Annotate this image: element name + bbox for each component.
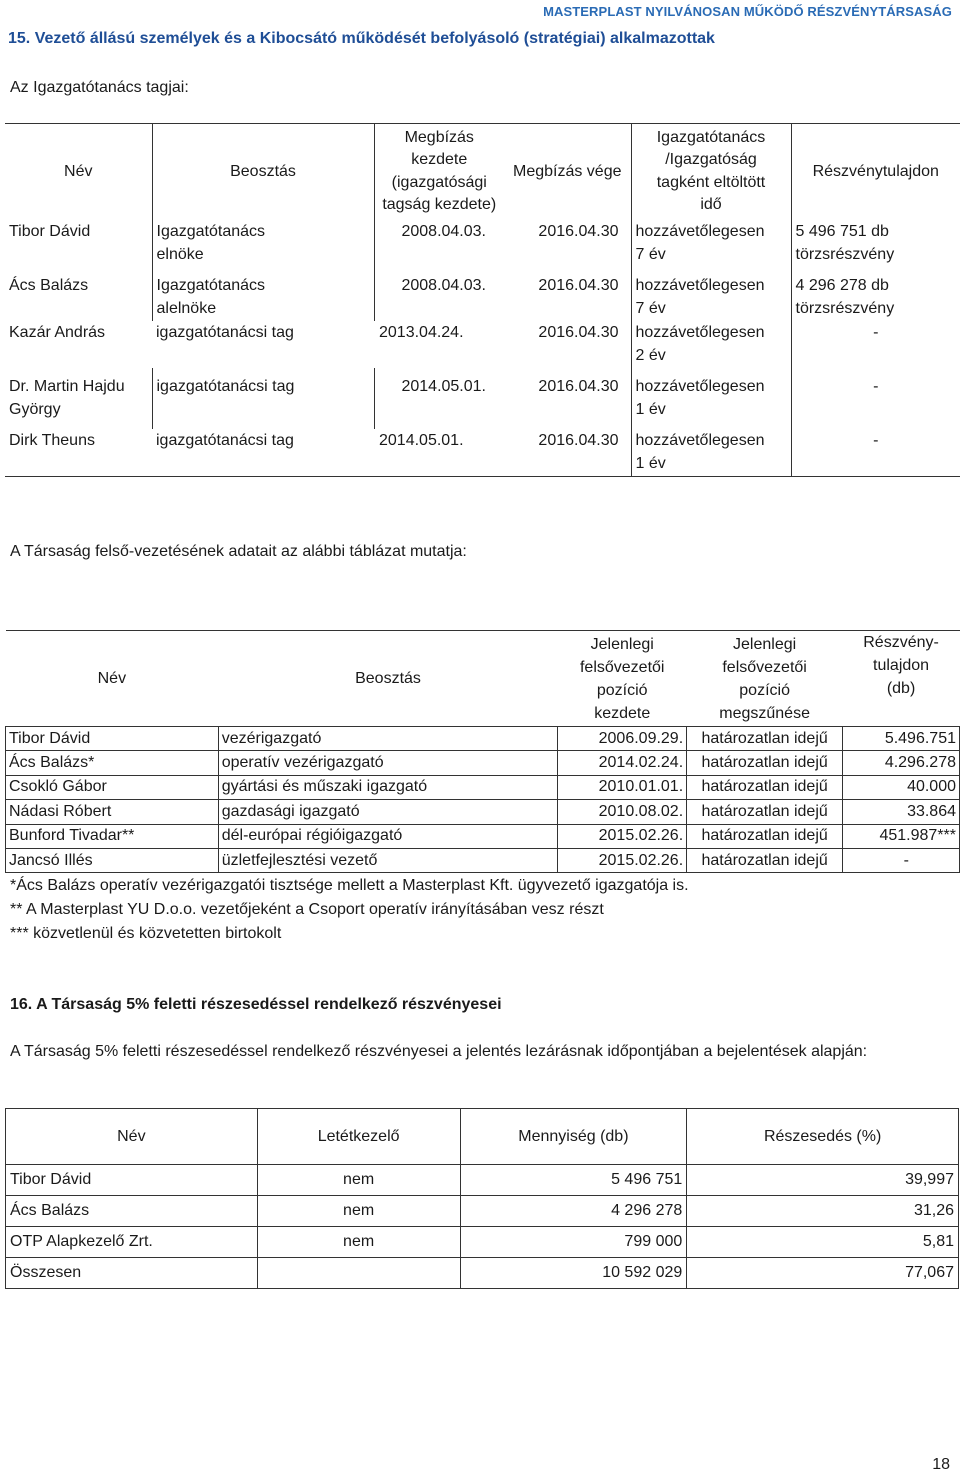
table-row: Tibor Dávid nem 5 496 751 39,997 [6,1165,959,1196]
column-header-share: Részesedés (%) [687,1109,959,1165]
column-header-shares: Részvénytulajdon [791,124,960,220]
footnote: *Ács Balázs operatív vezérigazgatói tisztsége mellett a Masterplast Kft. ügyvezető igazgatója is. [10,877,689,894]
table-row: Tibor Dávid Igazgatótanács elnöke 2008.04.03. 2016.04.30 hozzávetőlegesen 7 év 5 496 751 db törzsrészvény [5,220,960,267]
table-row: Ács Balázs Igazgatótanács alelnöke 2008.04.03. 2016.04.30 hozzávetőlegesen 7 év 4 296 278 db törzsrészvény [5,274,960,321]
document-header: MASTERPLAST NYILVÁNOSAN MŰKÖDŐ RÉSZVÉNYTÁRSASÁG [543,4,952,19]
section-16-title: 16. A Társaság 5% feletti részesedéssel rendelkező részvényesei [10,996,502,1013]
table-row: Dirk Theuns igazgatótanácsi tag 2014.05.01. 2016.04.30 hozzávetőlegesen 1 év - [5,429,960,477]
column-header-end: Megbízás vége [512,162,622,180]
management-intro: A Társaság felső-vezetésének adatait az alábbi táblázat mutatja: [10,543,467,560]
section-15-title: 15. Vezető állású személyek és a Kibocsátó működését befolyásoló (stratégiai) alkalmazottak [8,30,715,47]
table-row-total: Összesen 10 592 029 77,067 [6,1258,959,1289]
table-header-row [6,1109,959,1165]
column-header-name: Név [6,631,219,727]
column-header-tenure: Igazgatótanács /Igazgatóság tagként eltöltött idő [631,124,791,220]
table-row: Kazár András igazgatótanácsi tag 2013.04.24. 2016.04.30 hozzávetőlegesen 2 év - [5,321,960,368]
table-row: Jancsó Illés üzletfejlesztési vezető 2015.02.26. határozatlan idejű - [6,848,960,872]
section-16-intro: A Társaság 5% feletti részesedéssel rendelkező részvényesei a jelentés lezárásnak időpontjában a bejelentések alapján: [10,1043,868,1060]
footnote: *** közvetlenül és közvetetten birtokolt [10,925,282,943]
table-header-row [6,631,960,727]
shareholders-table [5,1108,959,1289]
column-header-name: Név [5,124,152,220]
table-row: Csokló Gábor gyártási és műszaki igazgató 2010.01.01. határozatlan idejű 40.000 [6,775,960,799]
column-header-position: Beosztás [218,631,558,727]
column-header-name: Név [6,1109,258,1165]
column-header-start: Megbízás kezdete (igazgatósági tagság kezdete) [382,128,497,214]
column-header-custodian: Letétkezelő [257,1109,460,1165]
column-header-start: Jelenlegi felsővezetői pozíció kezdete [558,631,687,727]
table-row: Nádasi Róbert gazdasági igazgató 2010.08.02. határozatlan idejű 33.864 [6,800,960,824]
table-header-row [5,124,960,220]
table-row: Dr. Martin Hajdu György igazgatótanácsi tag 2014.05.01. 2016.04.30 hozzávetőlegesen 1 év - [5,375,960,422]
table-row: Ács Balázs* operatív vezérigazgató 2014.02.24. határozatlan idejű 4.296.278 [6,751,960,775]
column-header-position: Beosztás [152,124,374,220]
footnotes [10,874,689,947]
page-number: 18 [932,1456,950,1473]
senior-management-table [5,630,960,873]
table-row: Ács Balázs nem 4 296 278 31,26 [6,1196,959,1227]
footnote: ** A Masterplast YU D.o.o. vezetőjeként a Csoport operatív irányításában vesz részt [10,901,604,919]
column-header-quantity: Mennyiség (db) [460,1109,687,1165]
column-header-end: Jelenlegi felsővezetői pozíció megszűnése [687,631,843,727]
board-members-table [5,123,960,477]
table-row: Bunford Tivadar** dél-európai régióigazgató 2015.02.26. határozatlan idejű 451.987*** [6,824,960,848]
board-members-subtitle: Az Igazgatótanács tagjai: [10,79,189,96]
table-row: Tibor Dávid vezérigazgató 2006.09.29. határozatlan idejű 5.496.751 [6,727,960,751]
column-header-shares: Részvény- tulajdon (db) [843,631,960,727]
table-row: OTP Alapkezelő Zrt. nem 799 000 5,81 [6,1227,959,1258]
